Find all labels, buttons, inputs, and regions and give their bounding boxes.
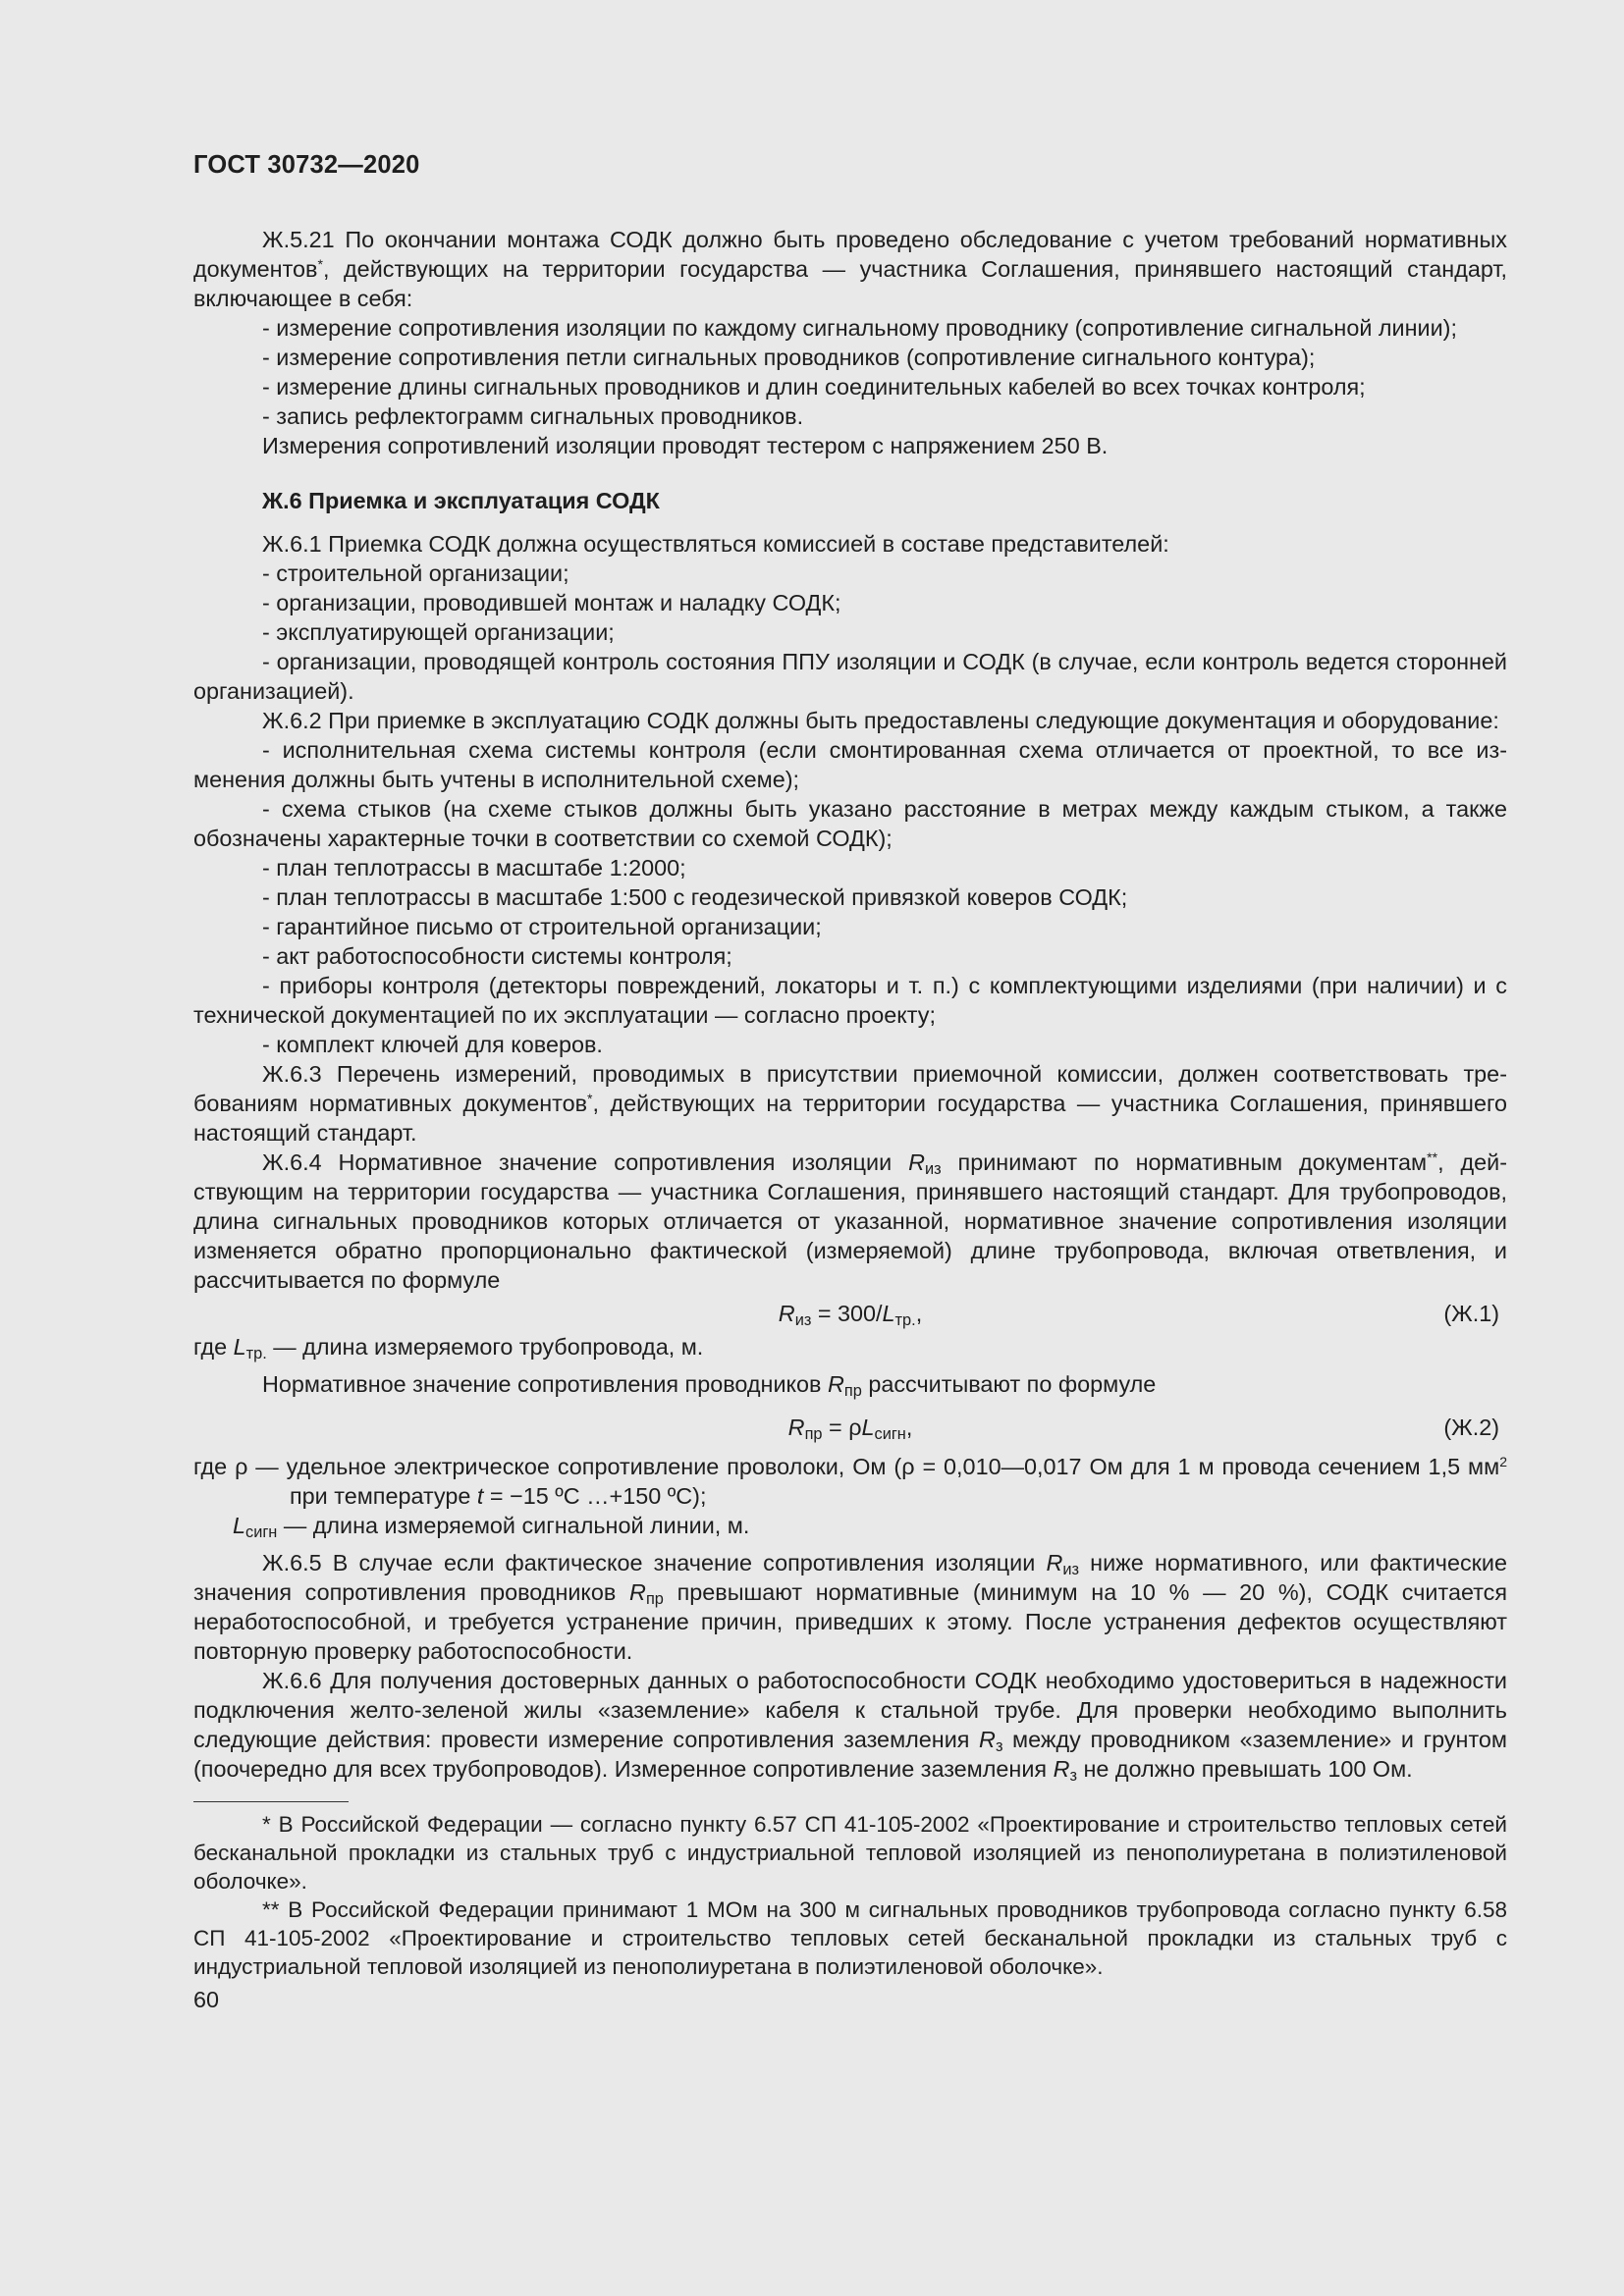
footnotes <box>193 1810 1507 1981</box>
list-item: - схема стыков (на схеме стыков должны быть указано расстояние в метрах между каждым стыком, а также обозначены характерные точки в соответствии со схемой СОДК); <box>193 796 1507 851</box>
footnote: ** В Российской Федерации принимают 1 МОм на 300 м сигнальных проводников трубопровода согласно пункту 6.58 СП 41-105-2002 «Проектирование и строительство тепловых сетей бесканальной прокладки из стальных труб с индустриальной тепловой изоляцией из пенополиуретана в полиэтиленовой оболочке». <box>193 1897 1507 1979</box>
paragraph-6-4: Ж.6.4 Нормативное значение сопротивления изоляции $R_{из}$ принимают по нормативным документам**, действующим на территории государства — участника Соглашения, принявшего настоящий стандарт. Для трубопроводов, длина сигнальных проводников которых отличается от указанной, нормативное значение сопротивления изоляции изменяется обратно пропорционально фактической (измеряемой) длине трубопровода, включая ответвления, и рассчитывается по формуле <box>193 1149 1508 1293</box>
list-item: - организации, проводящей контроль состояния ППУ изоляции и СОДК (в случае, если контроль ведется сторонней организацией). <box>193 649 1507 704</box>
formula-explanation: $L_{сигн}$ — длина измеряемой сигнальной линии, м. <box>233 1513 750 1541</box>
formula-explanation: где $L_{тр.}$ — длина измеряемого трубопровода, м. <box>193 1334 704 1362</box>
list-item: - измерение сопротивления петли сигнальных проводников (сопротивление сигнального контура); <box>262 345 1316 370</box>
formula-expression: $R_{пр} = \rho L_{сигн}$, <box>787 1415 913 1443</box>
formula-zh1 <box>193 1295 1507 1332</box>
paragraph-6-1: Ж.6.1 Приемка СОДК должна осуществляться комиссией в составе представителей: <box>262 531 1169 557</box>
footnote-separator <box>193 1801 349 1802</box>
paragraph-6-3: Ж.6.3 Перечень измерений, проводимых в присутствии приемочной комиссии, должен соответствовать требованиям нормативных документов*, действующих на территории государства — участника Соглашения, принявшего настоящий стандарт. <box>193 1061 1507 1146</box>
list-item: - организации, проводившей монтаж и наладку СОДК; <box>262 590 841 615</box>
paragraph-text: Измерения сопротивлений изоляции проводят тестером с напряжением 250 В. <box>262 433 1109 458</box>
document-header: ГОСТ 30732—2020 <box>193 151 420 179</box>
footnote: * В Российской Федерации — согласно пункту 6.57 СП 41-105-2002 «Проектирование и строительство тепловых сетей бесканальной прокладки из стальных труб с индустриальной тепловой изоляцией из пенополиуретана в полиэтиленовой оболочке». <box>193 1812 1507 1894</box>
list-item: - гарантийное письмо от строительной организации; <box>262 914 822 939</box>
list-item: - измерение длины сигнальных проводников и длин соединительных кабелей во всех точках контроля; <box>262 374 1366 400</box>
list-item: - строительной организации; <box>262 561 569 586</box>
formula-explanation: где ρ — удельное электрическое сопротивление проволоки, Ом (ρ = 0,010—0,017 Ом для 1 м провода сечением 1,5 $мм^2$ при температуре t = −15 ºС …+150 ºС); <box>193 1454 1507 1509</box>
formula-zh2 <box>193 1409 1507 1446</box>
paragraph-6-6: Ж.6.6 Для получения достоверных данных о работоспособности СОДК необходимо удостовериться в надежности подключения желто-зеленой жилы «заземление» кабеля к стальной трубе. Для проверки необходимо выполнить следующие действия: провести измерение сопротивления заземления $R_з$ между проводником «заземление» и грунтом (поочередно для всех трубопроводов). Измеренное сопротивление заземления $R_з$ не должно превышать 100 Ом. <box>193 1668 1507 1785</box>
section-title: Ж.6 Приемка и эксплуатация СОДК <box>262 488 660 513</box>
list-item: - исполнительная схема системы контроля (если смонтированная схема отличается от проектной, то все изменения должны быть учтены в исполнительной схеме); <box>193 737 1507 792</box>
list-item: - запись рефлектограмм сигнальных проводников. <box>262 403 804 429</box>
list-item: - приборы контроля (детекторы повреждений, локаторы и т. п.) с комплектующими изделиями (при наличии) и с технической документацией по их эксплуатации — согласно проекту; <box>193 973 1507 1028</box>
page-number: 60 <box>193 1987 220 2012</box>
formula-number: (Ж.2) <box>1443 1415 1499 1440</box>
paragraph-6-2: Ж.6.2 При приемке в эксплуатацию СОДК должны быть предоставлены следующие документация и оборудование: <box>262 708 1499 733</box>
list-item: - план теплотрассы в масштабе 1:2000; <box>262 855 686 881</box>
paragraph-6-5: Ж.6.5 В случае если фактическое значение сопротивления изоляции $R_{из}$ ниже нормативного, или фактические значения сопротивления проводников $R_{пр}$ превышают нормативные (минимум на 10 % — 20 %), СОДК считается неработоспособной, и требуется устранение причин, приведших к этому. После устранения дефектов осуществляют повторную проверку работоспособности. <box>193 1550 1507 1664</box>
page-content <box>193 145 1507 2014</box>
formula-expression: $R_{из} = 300/L_{тр.}$, <box>778 1301 923 1329</box>
paragraph-5-21: Ж.5.21 По окончании монтажа СОДК должно быть проведено обследование с учетом требований нормативных документов*, действующих на территории государства — участника Соглашения, принявшего настоящий стандарт, включающее в себя: <box>193 227 1507 311</box>
list-item: - план теплотрассы в масштабе 1:500 с геодезической привязкой коверов СОДК; <box>262 884 1128 910</box>
list-item: - комплект ключей для коверов. <box>262 1032 603 1057</box>
list-item: - измерение сопротивления изоляции по каждому сигнальному проводнику (сопротивление сигнальной линии); <box>262 315 1457 341</box>
formula-number: (Ж.1) <box>1443 1301 1499 1326</box>
list-item: - акт работоспособности системы контроля; <box>262 943 732 969</box>
paragraph-text: Нормативное значение сопротивления проводников $R_{пр}$ рассчитывают по формуле <box>262 1371 1157 1400</box>
list-item: - эксплуатирующей организации; <box>262 619 615 645</box>
